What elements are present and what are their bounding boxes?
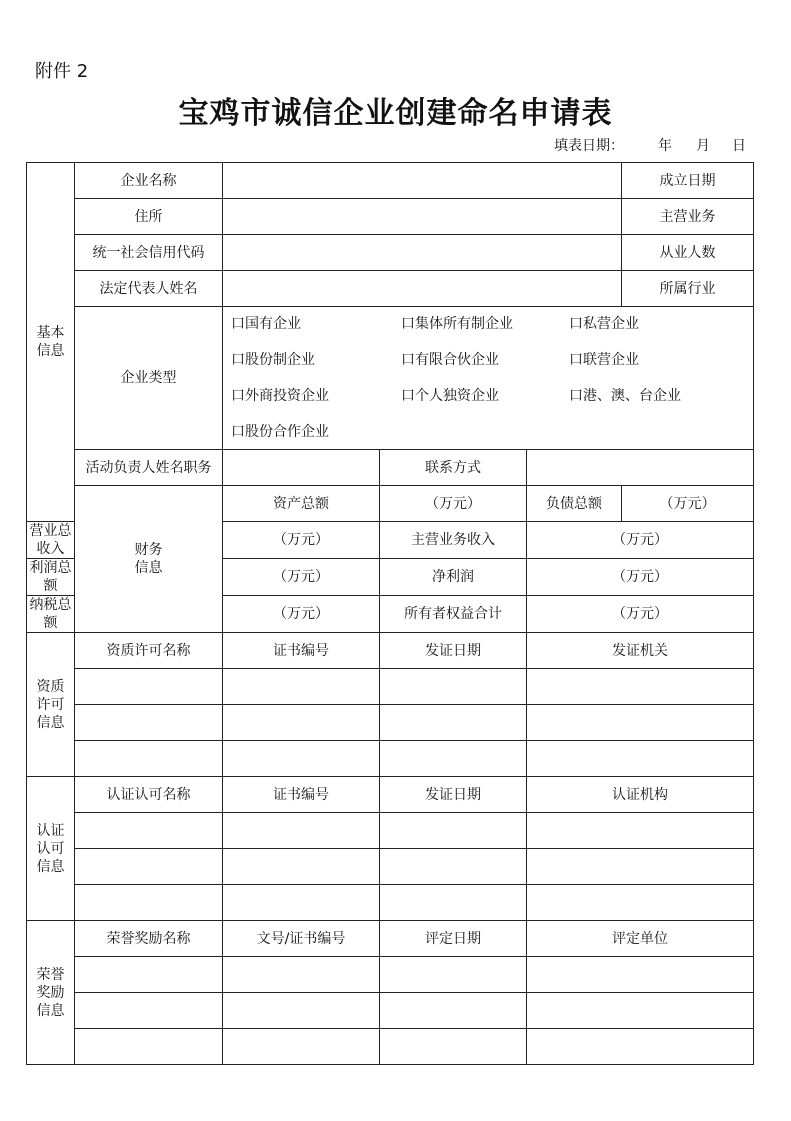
cell[interactable] <box>75 813 223 849</box>
cell[interactable] <box>527 705 754 741</box>
finance-label: 营业总收入 <box>27 522 75 559</box>
company-type-label: 企业类型 <box>75 307 223 450</box>
cell[interactable] <box>380 993 527 1029</box>
column-header: 证书编号 <box>223 633 380 669</box>
column-header: 评定日期 <box>380 921 527 957</box>
contact-label: 联系方式 <box>380 450 527 486</box>
fill-date-day: 日 <box>732 138 746 154</box>
table-row <box>27 993 754 1029</box>
type-option[interactable]: 口私营企业 <box>569 316 639 332</box>
table-row <box>27 1029 754 1065</box>
fill-date-year: 年 <box>658 138 672 154</box>
finance-field[interactable]: （万元） <box>527 596 754 633</box>
column-header: 资质许可名称 <box>75 633 223 669</box>
cell[interactable] <box>75 849 223 885</box>
column-header: 发证日期 <box>380 777 527 813</box>
section-basic-info: 基本 信息 <box>27 163 75 522</box>
column-header: 认证认可名称 <box>75 777 223 813</box>
cell[interactable] <box>527 1029 754 1065</box>
fill-date-month: 月 <box>696 138 710 154</box>
finance-field[interactable]: （万元） <box>527 522 754 559</box>
company-name-label: 企业名称 <box>75 163 223 199</box>
finance-label: 资产总额 <box>223 486 380 522</box>
type-option[interactable]: 口股份制企业 <box>231 352 315 368</box>
column-header: 发证日期 <box>380 633 527 669</box>
industry-label: 所属行业 <box>622 271 754 307</box>
cell[interactable] <box>223 1029 380 1065</box>
cell[interactable] <box>527 885 754 921</box>
cell[interactable] <box>380 813 527 849</box>
column-header: 认证机构 <box>527 777 754 813</box>
section-certification-info: 认证 认可 信息 <box>27 777 75 921</box>
cell[interactable] <box>527 669 754 705</box>
contact-field[interactable] <box>527 450 754 486</box>
cell[interactable] <box>223 993 380 1029</box>
column-header: 发证机关 <box>527 633 754 669</box>
finance-label: 主营业务收入 <box>380 522 527 559</box>
cell[interactable] <box>527 849 754 885</box>
credit-code-field[interactable] <box>223 235 622 271</box>
cell[interactable] <box>223 705 380 741</box>
column-header: 文号/证书编号 <box>223 921 380 957</box>
finance-field[interactable]: （万元） <box>380 486 527 522</box>
cell[interactable] <box>380 741 527 777</box>
address-label: 住所 <box>75 199 223 235</box>
cell[interactable] <box>75 885 223 921</box>
cell[interactable] <box>380 705 527 741</box>
attachment-label: 附件 2 <box>35 61 89 82</box>
type-option[interactable]: 口有限合伙企业 <box>401 352 499 368</box>
finance-label: 利润总额 <box>27 559 75 596</box>
main-business-label: 主营业务 <box>622 199 754 235</box>
cell[interactable] <box>75 1029 223 1065</box>
cell[interactable] <box>223 669 380 705</box>
column-header: 评定单位 <box>527 921 754 957</box>
table-row <box>27 669 754 705</box>
cell[interactable] <box>75 741 223 777</box>
type-option[interactable]: 口个人独资企业 <box>401 388 499 404</box>
table-row <box>27 849 754 885</box>
cell[interactable] <box>380 957 527 993</box>
finance-field[interactable]: （万元） <box>622 486 754 522</box>
column-header: 证书编号 <box>223 777 380 813</box>
type-option[interactable]: 口港、澳、台企业 <box>569 388 681 404</box>
finance-label: 所有者权益合计 <box>380 596 527 633</box>
table-row <box>27 705 754 741</box>
page-title: 宝鸡市诚信企业创建命名申请表 <box>178 96 613 131</box>
cell[interactable] <box>223 741 380 777</box>
finance-label: 纳税总额 <box>27 596 75 633</box>
type-option[interactable]: 口股份合作企业 <box>231 424 329 440</box>
type-option[interactable]: 口集体所有制企业 <box>401 316 513 332</box>
cell[interactable] <box>527 741 754 777</box>
company-name-field[interactable] <box>223 163 622 199</box>
employees-label: 从业人数 <box>622 235 754 271</box>
company-type-options <box>223 307 754 450</box>
finance-field[interactable]: （万元） <box>223 596 380 633</box>
cell[interactable] <box>527 993 754 1029</box>
section-qualification-info: 资质 许可 信息 <box>27 633 75 777</box>
section-honor-info: 荣誉 奖励 信息 <box>27 921 75 1065</box>
cell[interactable] <box>380 849 527 885</box>
cell[interactable] <box>223 957 380 993</box>
application-form-table <box>26 162 754 1065</box>
cell[interactable] <box>223 813 380 849</box>
cell[interactable] <box>380 1029 527 1065</box>
table-row <box>27 813 754 849</box>
type-option[interactable]: 口联营企业 <box>569 352 639 368</box>
cell[interactable] <box>380 669 527 705</box>
finance-label: 净利润 <box>380 559 527 596</box>
activity-lead-label: 活动负责人姓名职务 <box>75 450 223 486</box>
address-field[interactable] <box>223 199 622 235</box>
credit-code-label: 统一社会信用代码 <box>75 235 223 271</box>
cell[interactable] <box>75 993 223 1029</box>
legal-rep-field[interactable] <box>223 271 622 307</box>
finance-field[interactable]: （万元） <box>527 559 754 596</box>
column-header: 荣誉奖励名称 <box>75 921 223 957</box>
table-row <box>27 885 754 921</box>
finance-field[interactable]: （万元） <box>223 559 380 596</box>
cell[interactable] <box>75 957 223 993</box>
activity-lead-field[interactable] <box>223 450 380 486</box>
finance-label: 负债总额 <box>527 486 622 522</box>
fill-date-label: 填表日期： <box>554 138 624 154</box>
cell[interactable] <box>380 885 527 921</box>
section-finance-info: 财务 信息 <box>75 486 223 633</box>
finance-field[interactable]: （万元） <box>223 522 380 559</box>
established-date-label: 成立日期 <box>622 163 754 199</box>
table-row <box>27 957 754 993</box>
cell[interactable] <box>527 957 754 993</box>
cell[interactable] <box>75 669 223 705</box>
cell[interactable] <box>223 849 380 885</box>
type-option[interactable]: 口外商投资企业 <box>231 388 329 404</box>
cell[interactable] <box>75 705 223 741</box>
table-row <box>27 741 754 777</box>
type-option[interactable]: 口国有企业 <box>231 316 301 332</box>
legal-rep-label: 法定代表人姓名 <box>75 271 223 307</box>
cell[interactable] <box>223 885 380 921</box>
cell[interactable] <box>527 813 754 849</box>
